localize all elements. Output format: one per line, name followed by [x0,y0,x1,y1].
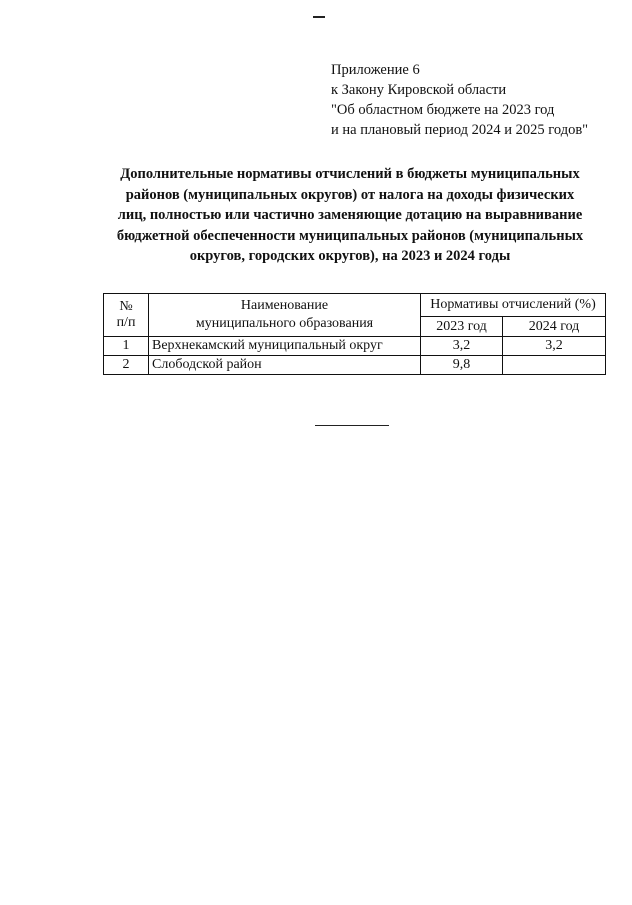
row-number: 1 [104,337,149,356]
col-header-name-line2: муниципального образования [195,316,374,331]
col-header-name-line1: Наименование [240,298,329,313]
row-name: Верхнекамский муниципальный округ [149,337,421,356]
title-line: бюджетной обеспеченности муниципальных районов (муниципальных [116,227,584,244]
document-title [100,164,600,267]
appendix-line: к Закону Кировской области [331,82,507,98]
row-value-2023: 3,2 [421,337,503,356]
col-header-2023: 2023 год [421,317,503,337]
col-header-norms: Нормативы отчислений (%) [421,294,606,317]
appendix-line: и на плановый период 2024 и 2025 годов" [331,122,589,138]
appendix-heading [331,60,588,140]
col-header-number [104,294,149,337]
row-value-2024: 3,2 [503,337,606,356]
title-line: районов (муниципальных округов) от налога на доходы физических [125,186,575,203]
norms-table [103,293,606,375]
appendix-line: "Об областном бюджете на 2023 год [331,102,555,118]
end-rule [315,425,389,426]
appendix-line: Приложение 6 [331,62,420,78]
col-header-2024: 2024 год [503,317,606,337]
row-value-2023: 9,8 [421,356,503,375]
title-line: Дополнительные нормативы отчислений в бюджеты муниципальных [120,166,580,182]
col-header-name [149,294,421,337]
title-line: лиц, полностью или частично заменяющие дотацию на выравнивание [117,207,583,223]
row-number: 2 [104,356,149,375]
col-header-number-line1: № [119,299,133,314]
row-value-2024 [503,356,606,375]
table-row [104,356,606,375]
title-line: округов, городских округов), на 2023 и 2024 годы [189,248,511,264]
row-name: Слободской район [149,356,421,375]
col-header-number-line2: п/п [116,315,136,330]
scan-mark [313,16,325,18]
table-row [104,337,606,356]
header-row [104,294,606,317]
